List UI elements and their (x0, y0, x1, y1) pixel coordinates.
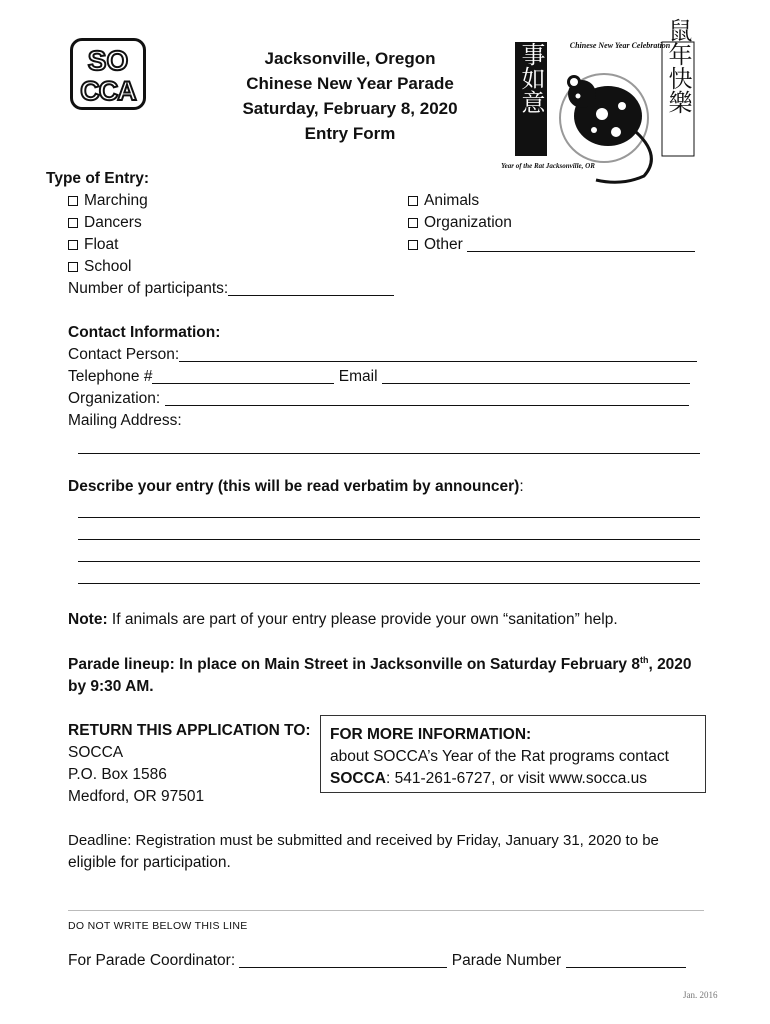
contact-heading: Contact Information: (68, 324, 221, 341)
organization-row (68, 390, 689, 408)
return-line-3: Medford, OR 97501 (68, 788, 205, 805)
lineup-line-2: by 9:30 AM. (68, 678, 154, 695)
describe-row (68, 478, 524, 496)
lineup-sup: th (639, 655, 649, 665)
coordinator-field[interactable] (239, 953, 447, 968)
address-field[interactable] (78, 452, 700, 454)
contact-person-label: Contact Person: (68, 346, 180, 363)
title-line-3: Saturday, February 8, 2020 (242, 99, 458, 118)
contact-person-row (68, 346, 697, 364)
checkbox[interactable] (68, 240, 78, 250)
title-line-2: Chinese New Year Parade (246, 74, 454, 93)
title-line-4: Entry Form (304, 124, 396, 143)
describe-colon: : (519, 478, 524, 495)
logo-text-bottom: CCA (80, 76, 136, 106)
option-label: Other (424, 236, 463, 253)
checkbox[interactable] (408, 218, 418, 228)
year-of-rat-art (501, 18, 696, 186)
do-not-write-label: DO NOT WRITE BELOW THIS LINE (68, 920, 248, 932)
lineup-text-b: , 2020 (648, 656, 692, 674)
info-heading: FOR MORE INFORMATION: (330, 726, 532, 743)
coordinator-label: For Parade Coordinator: (68, 952, 236, 969)
info-line-1: about SOCCA’s Year of the Rat programs contact (330, 748, 669, 765)
participants-row (68, 280, 394, 298)
return-line-2: P.O. Box 1586 (68, 766, 167, 783)
describe-line-2[interactable] (78, 538, 700, 540)
deadline-line-2: eligible for participation. (68, 854, 231, 871)
checkbox[interactable] (68, 196, 78, 206)
rat-illustration (501, 18, 696, 186)
participants-label: Number of participants: (68, 280, 229, 297)
email-label: Email (338, 368, 378, 385)
lineup-text-a: Parade lineup: In place on Main Street in Jacksonville on Saturday February 8 (68, 656, 640, 674)
checkbox[interactable] (68, 218, 78, 228)
other-field[interactable] (467, 237, 695, 252)
option-label: School (84, 258, 132, 275)
organization-label: Organization: (68, 390, 161, 407)
telephone-label: Telephone # (68, 368, 153, 385)
checkbox[interactable] (408, 240, 418, 250)
banner-right-chars: 鼠年快樂 (664, 18, 692, 114)
organization-field[interactable] (165, 391, 689, 406)
date-stamp: Jan. 2016 (683, 990, 718, 1000)
info-contact: : 541-261-6727, or visit www.socca.us (385, 770, 648, 787)
coordinator-row (68, 952, 686, 970)
option-other[interactable] (408, 236, 695, 254)
logo-text-top: SO (87, 45, 129, 76)
deadline-line-1: Deadline: Registration must be submitted and received by Friday, January 31, 2020 to be (68, 832, 659, 849)
note (68, 611, 618, 629)
caption-top: Chinese New Year Celebration (569, 41, 671, 50)
parade-number-field[interactable] (566, 953, 686, 968)
info-socca-label: SOCCA (330, 770, 386, 787)
socca-logo-mark (76, 43, 140, 105)
form-title (180, 46, 520, 146)
banner-left-chars: 萬事如意 (517, 18, 545, 114)
checkbox[interactable] (408, 196, 418, 206)
option-label: Organization (424, 214, 512, 231)
telephone-field[interactable] (152, 369, 334, 384)
describe-line-4[interactable] (78, 582, 700, 584)
socca-logo (70, 38, 146, 110)
more-info-box (320, 715, 706, 793)
return-line-1: SOCCA (68, 744, 124, 761)
parade-number-label: Parade Number (451, 952, 562, 969)
option-label: Dancers (84, 214, 142, 231)
note-label: Note: (68, 611, 108, 628)
option-school[interactable] (68, 258, 131, 276)
return-heading: RETURN THIS APPLICATION TO: (68, 722, 311, 739)
option-organization[interactable] (408, 214, 512, 232)
option-marching[interactable] (68, 192, 148, 210)
describe-heading: Describe your entry (this will be read verbatim by announcer) (68, 478, 520, 495)
note-text: If animals are part of your entry please provide your own “sanitation” help. (107, 611, 618, 628)
option-label: Marching (84, 192, 148, 209)
option-float[interactable] (68, 236, 118, 254)
checkbox[interactable] (68, 262, 78, 272)
option-label: Animals (424, 192, 480, 209)
title-line-1: Jacksonville, Oregon (264, 49, 436, 68)
info-line-2 (330, 768, 696, 790)
entry-type-heading: Type of Entry: (46, 170, 150, 187)
email-field[interactable] (382, 369, 690, 384)
caption-bottom: Year of the Rat Jacksonville, OR (501, 162, 595, 170)
option-dancers[interactable] (68, 214, 142, 232)
option-animals[interactable] (408, 192, 479, 210)
describe-line-1[interactable] (78, 516, 700, 518)
contact-person-field[interactable] (179, 347, 697, 362)
describe-line-3[interactable] (78, 560, 700, 562)
participants-field[interactable] (228, 281, 394, 296)
divider (68, 910, 704, 911)
telephone-row (68, 368, 690, 386)
address-label: Mailing Address: (68, 412, 182, 429)
option-label: Float (84, 236, 119, 253)
lineup-line-1 (68, 655, 692, 674)
